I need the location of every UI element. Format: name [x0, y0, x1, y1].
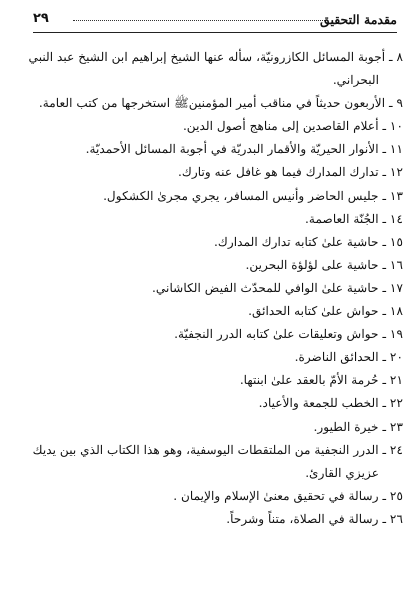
list-item: ١٥ ـ حاشية علىٰ كتابه تدارك المدارك. — [213, 234, 403, 249]
list-item: ٢٣ ـ خيرة الطيور. — [313, 419, 403, 434]
page-number: ٢٩ — [33, 11, 49, 26]
header-title: مقدمة التحقيق — [320, 12, 397, 27]
list-item: ٢٤ ـ الدرر النجفية من الملتقطات اليوسفية، وهو هذا الكتاب الذي بين يديك — [32, 442, 403, 457]
list-item: ١٢ ـ تدارك المدارك فيما هو غافل عنه وتارك. — [177, 165, 403, 180]
list-item: ١٠ ـ أعلام القاصدين إلى مناهج أصول الدين. — [182, 119, 403, 134]
list-item: ٩ ـ الأربعون حديثاً في مناقب أمير المؤمنين‎ﷺ استخرجها من كتب العامة. — [38, 96, 403, 111]
works-list — [22, 46, 403, 531]
list-item-continuation: البحراني. — [332, 73, 379, 88]
list-item: ٢٦ ـ رسالة في الصلاة، متناً وشرحاً. — [226, 511, 403, 526]
list-item: ٢٥ ـ رسالة في تحقيق معنىٰ الإسلام والإيمان . — [173, 488, 403, 503]
list-item-continuation: عزيزي القارئ. — [305, 465, 379, 480]
header-dot-leader — [73, 20, 327, 21]
list-item: ١٧ ـ حاشية علىٰ الوافي للمحدّث الفيض الكاشاني. — [152, 280, 403, 295]
running-header — [33, 10, 397, 33]
list-item: ١٣ ـ جليس الحاضر وأنيس المسافر، يجري مجرىٰ الكشكول. — [103, 188, 403, 203]
list-item: ١٨ ـ حواش علىٰ كتابه الحدائق. — [248, 304, 403, 319]
list-item: ١٤ ـ الجُنّة العاصمة. — [305, 211, 403, 226]
list-item: ٨ ـ أجوبة المسائل الكازرونيّة، سأله عنها الشيخ إبراهيم ابن الشيخ عبد النبي — [28, 50, 403, 64]
list-item: ١١ ـ الأنوار الحيريّة والأقمار البدريّة في أجوبة المسائل الأحمديّة. — [85, 142, 403, 157]
list-item: ١٦ ـ حاشية على لؤلؤة البحرين. — [245, 257, 403, 272]
list-item: ٢١ ـ حُرمة الأمّ بالعقد علىٰ ابنتها. — [239, 373, 403, 388]
list-item: ١٩ ـ حواش وتعليقات علىٰ كتابه الدرر النجفيّة. — [174, 327, 403, 342]
list-item: ٢٢ ـ الخطب للجمعة والأعياد. — [258, 396, 403, 411]
list-item: ٢٠ ـ الحدائق الناضرة. — [294, 350, 403, 365]
